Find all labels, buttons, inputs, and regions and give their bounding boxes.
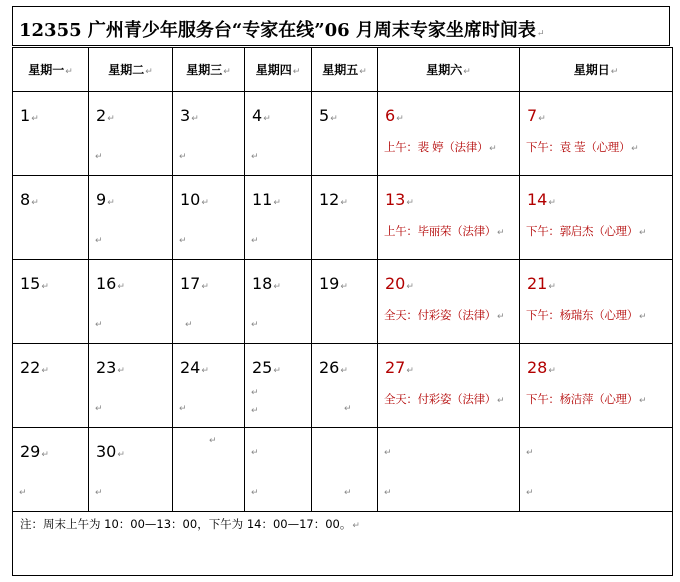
- sunday-cell: [520, 92, 673, 176]
- day-cell: 25↵ ↵ ↵: [245, 344, 312, 428]
- day-cell: [13, 260, 89, 344]
- day-number: 11↵: [252, 190, 281, 209]
- day-cell: 30↵ ↵: [89, 428, 173, 512]
- empty-cell: ↵ ↵: [520, 428, 673, 512]
- day-number: 27↵: [385, 358, 414, 377]
- day-number: 21↵: [527, 274, 556, 293]
- day-number: 19↵: [319, 274, 348, 293]
- header-saturday: 星期六↵: [378, 48, 520, 92]
- day-number: 23↵: [96, 358, 125, 377]
- page-title: 12355 广州青少年服务台“专家在线”06 月周末专家坐席时间表↵: [19, 20, 545, 41]
- expert-duty: 上午：毕丽荣（法律）↵: [384, 224, 505, 238]
- day-number: 10↵: [180, 190, 209, 209]
- day-cell: 29↵ ↵: [13, 428, 89, 512]
- empty-cell: ↵ ↵: [245, 428, 312, 512]
- day-number: 6↵: [385, 106, 404, 125]
- day-cell: 23↵ ↵: [89, 344, 173, 428]
- day-number: 22↵: [20, 358, 49, 377]
- empty-cell: ↵: [173, 428, 245, 512]
- day-number: 5↵: [319, 106, 338, 125]
- day-cell: [312, 260, 378, 344]
- sunday-cell: [520, 344, 673, 428]
- day-number: 17↵: [180, 274, 209, 293]
- expert-duty: 全天：付彩姿（法律）↵: [384, 308, 505, 322]
- day-number: 12↵: [319, 190, 348, 209]
- week-row-5: [13, 428, 673, 512]
- expert-duty: 上午：裴 婷（法律）↵: [384, 140, 497, 154]
- day-number: 29↵: [20, 442, 49, 461]
- header-monday: 星期一↵: [13, 48, 89, 92]
- empty-cell: ↵: [312, 428, 378, 512]
- day-number: 13↵: [385, 190, 414, 209]
- day-number: 2↵: [96, 106, 115, 125]
- day-cell: 17↵ ↵: [173, 260, 245, 344]
- day-cell: [13, 344, 89, 428]
- day-number: 1↵: [20, 106, 39, 125]
- empty-cell: ↵ ↵: [378, 428, 520, 512]
- day-cell: 16↵ ↵: [89, 260, 173, 344]
- day-cell: [13, 92, 89, 176]
- day-cell: 18↵ ↵: [245, 260, 312, 344]
- title-box: [12, 6, 670, 46]
- week-row-4: [13, 344, 673, 428]
- header-friday: 星期五↵: [312, 48, 378, 92]
- saturday-cell: [378, 92, 520, 176]
- day-number: 14↵: [527, 190, 556, 209]
- header-sunday: 星期日↵: [520, 48, 673, 92]
- week-row-3: [13, 260, 673, 344]
- day-number: 26↵: [319, 358, 348, 377]
- note-cell: [13, 512, 673, 576]
- day-cell: [13, 176, 89, 260]
- day-cell: [312, 176, 378, 260]
- header-tuesday: 星期二↵: [89, 48, 173, 92]
- day-cell: 26↵ ↵: [312, 344, 378, 428]
- sunday-cell: [520, 260, 673, 344]
- day-number: 20↵: [385, 274, 414, 293]
- day-cell: 2↵ ↵: [89, 92, 173, 176]
- header-thursday: 星期四↵: [245, 48, 312, 92]
- day-number: 3↵: [180, 106, 199, 125]
- day-cell: 11↵ ↵: [245, 176, 312, 260]
- day-number: 16↵: [96, 274, 125, 293]
- day-number: 8↵: [20, 190, 39, 209]
- footnote: 注：周末上午为 10：00—13：00，下午为 14：00—17：00。↵: [20, 517, 360, 531]
- day-number: 18↵: [252, 274, 281, 293]
- day-number: 4↵: [252, 106, 271, 125]
- day-number: 9↵: [96, 190, 115, 209]
- day-number: 30↵: [96, 442, 125, 461]
- expert-duty: 全天：付彩姿（法律）↵: [384, 392, 505, 406]
- day-number: 15↵: [20, 274, 49, 293]
- note-row: [13, 512, 673, 576]
- day-cell: 3↵ ↵: [173, 92, 245, 176]
- expert-duty: 下午：袁 莹（心理）↵: [526, 140, 639, 154]
- day-cell: [312, 92, 378, 176]
- day-number: 7↵: [527, 106, 546, 125]
- day-number: 24↵: [180, 358, 209, 377]
- day-number: 28↵: [527, 358, 556, 377]
- expert-duty: 下午：杨洁萍（心理）↵: [526, 392, 647, 406]
- day-number: 25↵: [252, 358, 281, 377]
- saturday-cell: [378, 176, 520, 260]
- day-cell: 10↵ ↵: [173, 176, 245, 260]
- expert-duty: 下午：杨瑞东（心理）↵: [526, 308, 647, 322]
- sunday-cell: [520, 176, 673, 260]
- week-row-2: [13, 176, 673, 260]
- weekday-header-row: [13, 48, 673, 92]
- expert-duty: 下午：郭启杰（心理）↵: [526, 224, 647, 238]
- saturday-cell: [378, 260, 520, 344]
- day-cell: 9↵ ↵: [89, 176, 173, 260]
- header-wednesday: 星期三↵: [173, 48, 245, 92]
- schedule-table: [12, 47, 673, 576]
- day-cell: 4↵ ↵: [245, 92, 312, 176]
- day-cell: 24↵ ↵: [173, 344, 245, 428]
- saturday-cell: [378, 344, 520, 428]
- week-row-1: [13, 92, 673, 176]
